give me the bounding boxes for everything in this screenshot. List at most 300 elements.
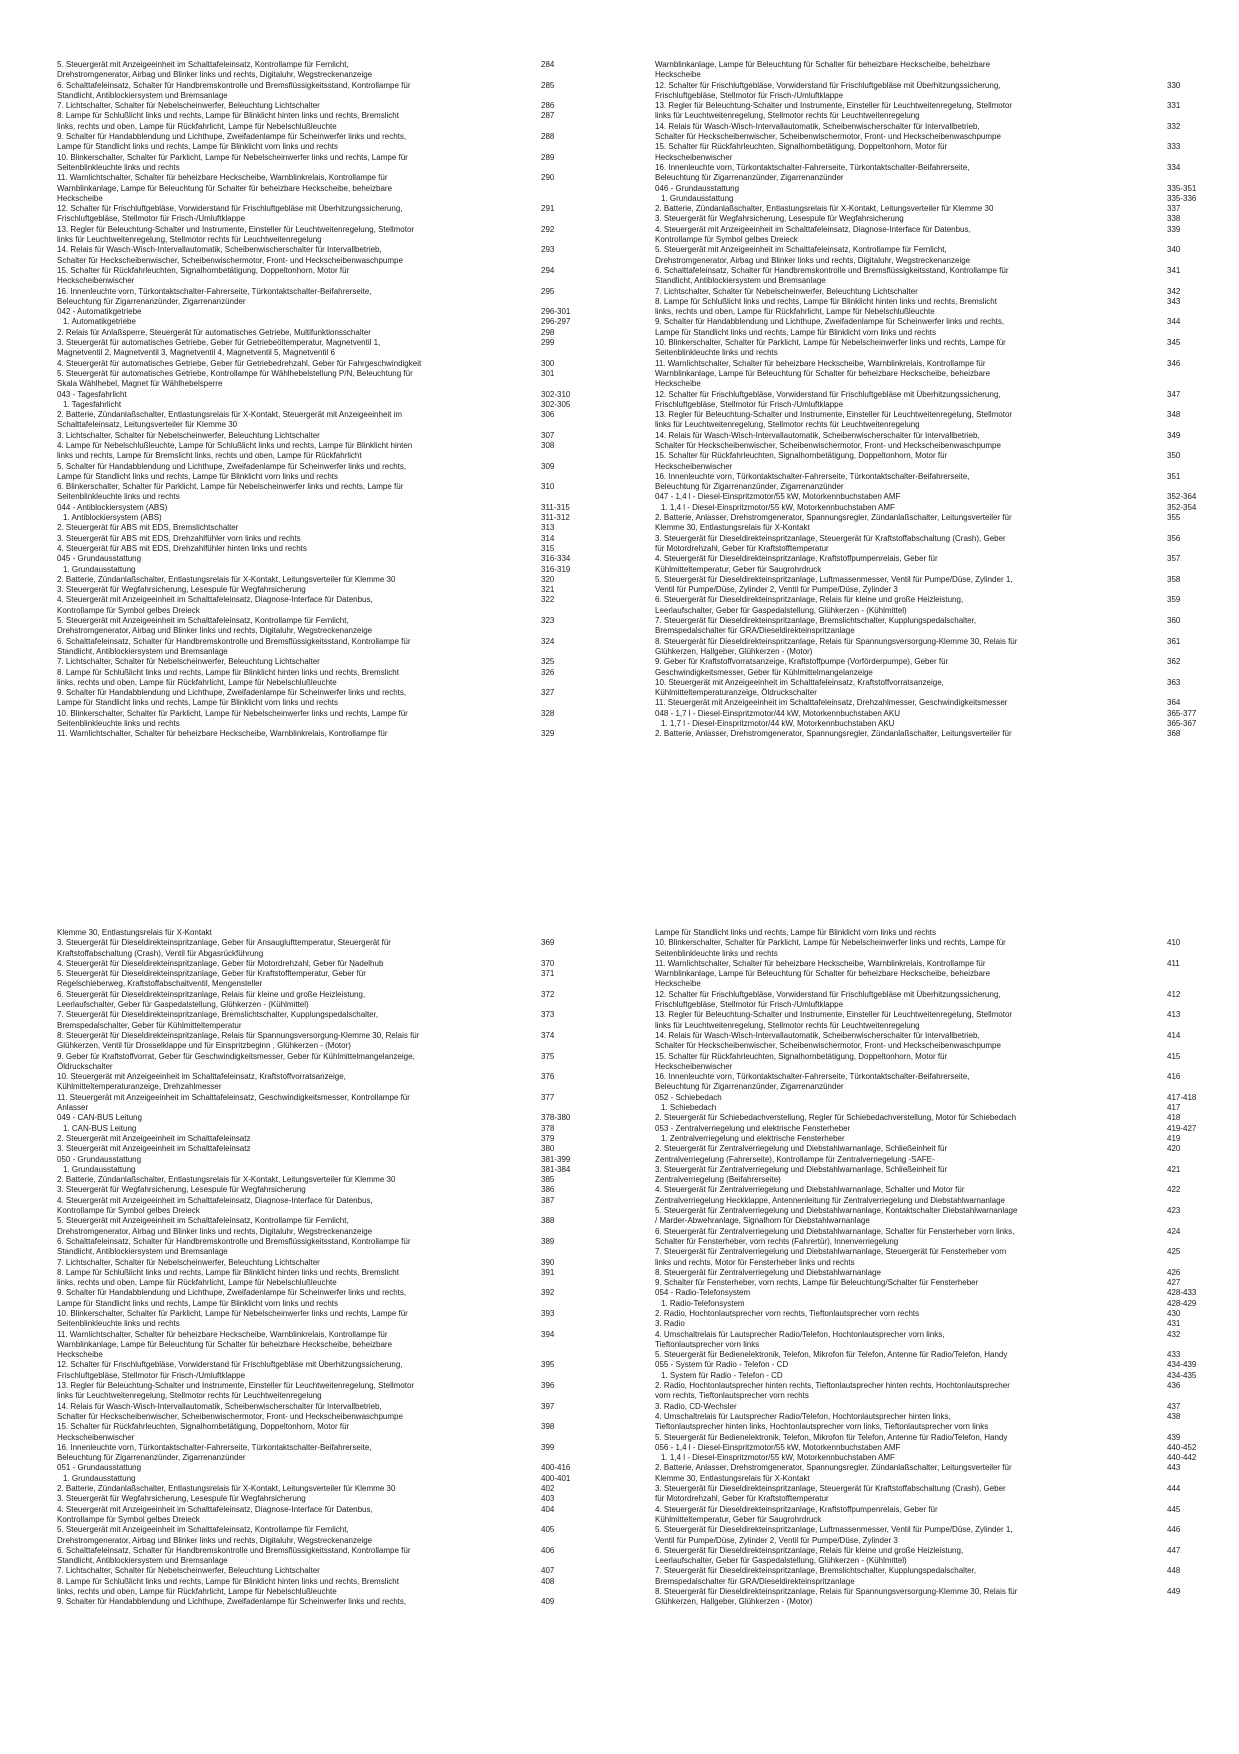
toc-page-number: 296-301 — [541, 307, 571, 317]
toc-entry-title: 6. Schalttafeleinsatz, Schalter für Handbremskontrolle und Bremsflüssigkeitsstand, Kontrollampe für Standlicht, Antiblockiersystem und Bremsanlage — [655, 265, 1009, 286]
toc-section-heading — [655, 492, 1205, 502]
toc-entry-title: 15. Schalter für Rückfahrleuchten, Signalhornbetätigung, Doppeltonhorn, Motor für Heckscheibenwischer — [57, 1422, 350, 1442]
toc-section-heading — [57, 1155, 607, 1165]
toc-entry-title: 053 - Zentralverriegelung und elektrische Fensterheber — [655, 1123, 851, 1133]
toc-entry-title: 9. Schalter für Fensterheber, vorn rechts, Lampe für Beleuchtung/Schalter für Fensterheber — [655, 1278, 979, 1288]
toc-entry — [655, 1484, 1205, 1505]
toc-page-number: 423 — [1167, 1206, 1181, 1216]
toc-entry-title: 4. Steuergerät für ABS mit EDS, Drehzahlfühler hinten links und rechts — [57, 543, 307, 553]
toc-entry-title: 2. Radio, Hochtonlautsprecher vorn rechts, Tieftonlautsprecher vorn rechts — [655, 1308, 920, 1318]
toc-entry-title: 7. Steuergerät für Zentralverriegelung und Diebstahlwarnanlage, Steuergerät für Fensterheber vorn links und rechts, Motor für Fensterheber links und rechts — [655, 1247, 1007, 1267]
toc-entry — [655, 1227, 1205, 1248]
toc-entry — [57, 101, 607, 111]
toc-entry — [655, 1206, 1205, 1227]
toc-page-number: 310 — [541, 482, 555, 492]
toc-entry — [57, 585, 607, 595]
toc-page-number: 348 — [1167, 410, 1181, 420]
toc-entry — [57, 173, 607, 204]
toc-entry — [57, 1185, 607, 1195]
toc-entry — [57, 410, 607, 431]
toc-page-number: 314 — [541, 533, 555, 543]
toc-page-number: 381-384 — [541, 1164, 571, 1174]
toc-page-number: 352-354 — [1167, 502, 1197, 512]
toc-page-number: 302-305 — [541, 399, 571, 409]
toc-entry-title: 16. Innenleuchte vorn, Türkontaktschalter-Fahrerseite, Türkontaktschalter-Beifahrerseite, Beleuchtung für Zigarrenanzünder, Zigarrenanzünder — [655, 1072, 970, 1092]
toc-page-number: 301 — [541, 368, 555, 378]
toc-entry — [655, 266, 1205, 287]
toc-page-number: 373 — [541, 1010, 555, 1020]
toc-entry-title: 15. Schalter für Rückfahrleuchten, Signalhornbetätigung, Doppeltonhorn, Motor für Heckscheibenwischer — [655, 451, 948, 471]
toc-page-number: 311-315 — [541, 502, 570, 512]
toc-entry-title: 2. Relais für Anlaßsperre, Steuergerät für automatisches Getriebe, Multifunktionsschalter — [57, 327, 371, 337]
toc-page-number: 320 — [541, 574, 555, 584]
toc-entry-title: 11. Warnlichtschalter, Schalter für beheizbare Heckscheibe, Warnblinkrelais, Kontrollampe für Warnblinkanlage, Lampe für Beleuchtung für Schalter für beheizbare Heckscheibe, beheizbare Heckscheibe — [57, 173, 393, 203]
toc-page-number: 443 — [1167, 1463, 1181, 1473]
toc-entry-title: 1. Zentralverriegelung und elektrische Fensterheber — [661, 1133, 845, 1143]
toc-page-number: 331 — [1167, 101, 1181, 111]
toc-page-number: 335-336 — [1167, 193, 1197, 203]
toc-entry-title: 13. Regler für Beleuchtung-Schalter und Instrumente, Einsteller für Leuchtweitenregelung, Stellmotor links für Leuchtweitenregelung, Stellmotor rechts für Leuchtweitenregelung — [57, 1381, 415, 1401]
toc-entry-title: 3. Steuergerät für Wegfahrsicherung, Lesespule für Wegfahrsicherung — [57, 1185, 306, 1195]
toc-page-number: 298 — [541, 327, 555, 337]
toc-entry — [655, 214, 1205, 224]
toc-entry-title: 15. Schalter für Rückfahrleuchten, Signalhornbetätigung, Doppeltonhorn, Motor für Heckscheibenwischer — [655, 1051, 948, 1071]
toc-entry-title: 4. Lampe für Nebelschlußleuchte, Lampe für Schlußlicht links und rechts, Lampe für Blinklicht hinten links und rechts, Lampe für Bremslicht links, rechts und oben, Lampe für Rückfahrlicht — [57, 440, 413, 461]
toc-entry — [655, 1566, 1205, 1587]
toc-entry — [57, 544, 607, 554]
toc-page-number: 425 — [1167, 1247, 1181, 1257]
toc-entry-title: 3. Steuergerät für Wegfahrsicherung, Lesespule für Wegfahrsicherung — [655, 214, 904, 224]
toc-entry — [57, 1124, 607, 1134]
toc-entry-title: 8. Lampe für Schlußlicht links und rechts, Lampe für Blinklicht hinten links und rechts, Bremslicht links, rechts und oben, Lampe für Rückfahrlicht, Lampe für Nebelschlußleuchte — [57, 667, 399, 687]
toc-entry-title: 049 - CAN-BUS Leitung — [57, 1113, 142, 1123]
toc-entry-title: 14. Relais für Wasch-Wisch-Intervallautomatik, Scheibenwischerschalter für Intervallbetrieb, Schalter für Heckscheibenwischer, Scheibenwischermotor, Front- und Heckscheibenwaschpumpe — [655, 430, 1001, 450]
toc-entry-title: 3. Lichtschalter, Schalter für Nebelscheinwerfer, Beleuchtung Lichtschalter — [57, 430, 320, 440]
toc-entry — [57, 959, 607, 969]
toc-page-number: 352-364 — [1167, 492, 1197, 502]
toc-page-number: 369 — [541, 938, 555, 948]
toc-entry-title: 5. Steuergerät für automatisches Getriebe, Kontrollampe für Wählhebelstellung P/N, Beleuchtung für Skala Wählhebel, Magnet für Wählhebelsperre — [57, 368, 413, 389]
toc-page-number: 311-312 — [541, 513, 570, 523]
toc-entry-title: 8. Steuergerät für Zentralverriegelung und Diebstahlwarnanlage — [655, 1267, 881, 1277]
toc-page-number: 339 — [1167, 224, 1181, 234]
toc-page-number: 411 — [1167, 958, 1180, 968]
toc-page-number: 284 — [541, 60, 555, 69]
toc-page-number: 326 — [541, 667, 555, 677]
toc-entry — [655, 1165, 1205, 1186]
toc-page-number: 309 — [541, 461, 555, 471]
toc-page-number: 342 — [1167, 286, 1181, 296]
toc-page-number: 346 — [1167, 358, 1181, 368]
toc-entry-title: 056 - 1,4 l - Diesel-Einspritzmotor/55 kW, Motorkennbuchstaben AMF — [655, 1442, 901, 1452]
toc-entry — [57, 1474, 607, 1484]
toc-page-number: 300 — [541, 358, 555, 368]
toc-section-heading — [57, 554, 607, 564]
toc-entry-title: 9. Schalter für Handabblendung und Lichthupe, Zweifadenlampe für Scheinwerfer links und rechts, — [57, 1597, 407, 1607]
toc-page-number: 377 — [541, 1092, 555, 1102]
toc-page-number: 390 — [541, 1257, 555, 1267]
toc-page-number: 419 — [1167, 1133, 1181, 1143]
toc-page-number: 448 — [1167, 1566, 1181, 1576]
toc-entry — [57, 266, 607, 287]
toc-entry — [655, 990, 1205, 1011]
toc-page-number: 328 — [541, 708, 555, 718]
toc-entry-title: 7. Steuergerät für Dieseldirekteinspritzanlage, Bremslichtschalter, Kupplungspedalschalter, Bremspedalschalter für GRA/Dieseldirekteinspritzanlage — [655, 1566, 977, 1586]
toc-entry — [655, 938, 1205, 959]
toc-entry — [57, 132, 607, 153]
toc-page-number: 362 — [1167, 657, 1181, 667]
toc-page-number: 299 — [541, 338, 555, 348]
toc-page-number: 361 — [1167, 636, 1181, 646]
toc-entry-title: 9. Schalter für Handabblendung und Lichthupe, Zweifadenlampe für Scheinwerfer links und rechts, Lampe für Standlicht links und rechts, Lampe für Blinklicht vorn links und rechts — [57, 688, 407, 708]
toc-entry — [655, 317, 1205, 338]
toc-page-number: 412 — [1167, 989, 1181, 999]
toc-entry — [655, 359, 1205, 390]
toc-entry-title: 5. Steuergerät mit Anzeigeeinheit im Schalttafeleinsatz, Kontrollampe für Fernlicht, Drehstromgenerator, Airbag und Blinker links und rechts, Digitaluhr, Wegstreckenanzeige — [57, 1525, 373, 1545]
toc-entry — [57, 928, 607, 938]
toc-entry — [655, 729, 1205, 739]
toc-entry-title: 16. Innenleuchte vorn, Türkontaktschalter-Fahrerseite, Türkontaktschalter-Beifahrerseite, Beleuchtung für Zigarrenanzünder, Zigarrenanzünder — [57, 1442, 372, 1463]
toc-entry-title: 1. 1,4 l - Diesel-Einspritzmotor/55 kW, Motorkennbuchstaben AMF — [661, 1453, 895, 1463]
toc-entry-title: Klemme 30, Entlastungsrelais für X-Kontakt — [57, 928, 212, 937]
toc-page-number: 307 — [541, 430, 555, 440]
toc-entry-title: 4. Steuergerät mit Anzeigeeinheit im Schalttafeleinsatz, Diagnose-Interface für Datenbus, Kontrollampe für Symbol gelbes Dreieck — [57, 595, 373, 615]
toc-entry-title: 11. Warnlichtschalter, Schalter für beheizbare Heckscheibe, Warnblinkrelais, Kontrollampe für Warnblinkanlage, Lampe für Beleuchtung für Schalter für beheizbare Heckscheibe, beheizbare Heckscheibe — [655, 358, 991, 389]
toc-entry-title: 2. Radio, Hochtonlautsprecher hinten rechts, Tieftonlautsprecher hinten rechts, Hochtonlautsprecher vorn rechts, Tieftonlautsprecher vorn rechts — [655, 1381, 1010, 1401]
toc-entry — [57, 81, 607, 102]
toc-entry — [655, 637, 1205, 658]
toc-section-heading — [57, 1113, 607, 1123]
toc-entry — [655, 81, 1205, 102]
toc-entry-title: 10. Blinkerschalter, Schalter für Parklicht, Lampe für Nebelscheinwerfer links und rechts, Lampe für Seitenblinkleuchte links und rechts — [57, 708, 408, 728]
toc-page-number: 386 — [541, 1185, 555, 1195]
toc-page-number: 397 — [541, 1401, 555, 1411]
toc-entry-title: 7. Lichtschalter, Schalter für Nebelscheinwerfer, Beleuchtung Lichtschalter — [655, 286, 918, 296]
toc-entry-title: 5. Steuergerät für Dieseldirekteinspritzanlage, Luftmassenmesser, Ventil für Pumpe/Düse, Zylinder 1, Ventil für Pumpe/Düse, Zylinder 2, Ventil für Pumpe/Düse, Zylinder 3 — [655, 1525, 1013, 1545]
toc-page-number: 316-334 — [541, 554, 571, 564]
toc-entry — [57, 462, 607, 483]
toc-entry-title: 1. Schiebedach — [661, 1103, 717, 1113]
toc-entry-title: 4. Steuergerät für Dieseldirekteinspritzanlage, Geber für Motordrehzahl, Geber für Nadelhub — [57, 958, 384, 968]
toc-page-number: 418 — [1167, 1113, 1181, 1123]
toc-page-number: 426 — [1167, 1267, 1181, 1277]
toc-entry-title: 1. 1,4 l - Diesel-Einspritzmotor/55 kW, Motorkennbuchstaben AMF — [661, 502, 895, 512]
toc-entry — [57, 1052, 607, 1073]
toc-column-right — [655, 928, 1205, 1718]
toc-entry — [57, 1237, 607, 1258]
toc-page-number: 323 — [541, 616, 555, 626]
toc-entry — [57, 225, 607, 246]
toc-entry — [655, 513, 1205, 534]
toc-entry-title: 1. Grundausstattung — [63, 1473, 136, 1483]
toc-page-number: 381-399 — [541, 1154, 571, 1164]
toc-page-number: 288 — [541, 132, 555, 142]
toc-entry-title: 11. Warnlichtschalter, Schalter für beheizbare Heckscheibe, Warnblinkrelais, Kontrollampe für Warnblinkanlage, Lampe für Beleuchtung für Schalter für beheizbare Heckscheibe, beheizbare Heckscheibe — [655, 958, 991, 989]
toc-entry — [57, 287, 607, 308]
toc-page-number: 296-297 — [541, 317, 571, 327]
toc-page-number: 302-310 — [541, 389, 571, 399]
toc-entry-title: 10. Steuergerät mit Anzeigeeinheit im Schalttafeleinsatz, Kraftstoffvorratsanzeige, Kühlmitteltemperaturanzeige, Drehzahlmesser — [57, 1072, 346, 1092]
toc-page-number: 380 — [541, 1144, 555, 1154]
toc-entry-title: 042 - Automatikgetriebe — [57, 307, 142, 317]
toc-entry — [655, 390, 1205, 411]
toc-page-number: 363 — [1167, 677, 1181, 687]
toc-entry-title: 3. Radio — [655, 1319, 685, 1329]
toc-entry-title: 5. Steuergerät mit Anzeigeeinheit im Schalttafeleinsatz, Kontrollampe für Fernlicht, Drehstromgenerator, Airbag und Blinker links und rechts, Digitaluhr, Wegstreckenanzeige — [655, 245, 971, 265]
toc-entry-title: 11. Steuergerät mit Anzeigeeinheit im Schalttafeleinsatz, Drehzahlmesser, Geschwindigkeitsmesser — [655, 698, 1008, 708]
toc-page-number: 365-377 — [1167, 708, 1197, 718]
toc-page-number: 424 — [1167, 1226, 1181, 1236]
toc-entry — [655, 297, 1205, 318]
toc-entry — [655, 431, 1205, 452]
toc-page-number: 398 — [541, 1422, 555, 1432]
toc-page-number: 316-319 — [541, 564, 571, 574]
toc-entry-title: 9. Schalter für Handabblendung und Lichthupe, Zweifadenlampe für Scheinwerfer links und rechts, Lampe für Standlicht links und rechts, Lampe für Blinklicht vorn links und rechts — [57, 132, 407, 152]
toc-entry-title: 2. Steuergerät für Zentralverriegelung und Diebstahlwarnanlage, Schließeinheit für Zentralverriegelung (Fahrerseite), Kontrollampe für Zentralverriegelung -SAFE- — [655, 1144, 948, 1164]
toc-entry — [655, 657, 1205, 678]
toc-entry-title: 2. Steuergerät mit Anzeigeeinheit im Schalttafeleinsatz — [57, 1133, 251, 1143]
toc-entry-title: 3. Steuergerät für Dieseldirekteinspritzanlage, Steuergerät für Kraftstoffabschaltung (Crash), Geber für Motordrehzahl, Geber für Kraftstofftemperatur — [655, 533, 1006, 553]
toc-entry — [57, 534, 607, 544]
toc-page-number: 430 — [1167, 1308, 1181, 1318]
toc-page-number: 341 — [1167, 265, 1181, 275]
toc-page-number: 421 — [1167, 1164, 1181, 1174]
toc-section-heading — [655, 1360, 1205, 1370]
toc-entry-title: 048 - 1,7 l - Diesel-Einspritzmotor/44 kW, Motorkennbuchstaben AKU — [655, 708, 900, 718]
toc-page-number: 449 — [1167, 1587, 1181, 1596]
toc-page-number: 295 — [541, 286, 555, 296]
toc-entry — [57, 1566, 607, 1576]
toc-entry-title: 2. Steuergerät für Schiebedachverstellung, Regler für Schiebedachverstellung, Motor für Schiebedach — [655, 1113, 1017, 1123]
toc-page-number: 290 — [541, 173, 555, 183]
toc-section-heading — [655, 709, 1205, 719]
toc-section-heading — [57, 503, 607, 513]
toc-entry — [57, 111, 607, 132]
toc-entry-title: 12. Schalter für Frischluftgebläse, Vorwiderstand für Frischluftgebläse mit Überhitzungssicherung, Frischluftgebläse, Stellmotor für Frisch-/Umluftklappe — [655, 389, 1001, 409]
toc-entry-title: 043 - Tagesfahrlicht — [57, 389, 127, 399]
toc-entry-title: 1. Automatikgetriebe — [63, 317, 136, 327]
toc-page-number: 414 — [1167, 1030, 1181, 1040]
toc-entry — [57, 317, 607, 327]
toc-entry-title: 7. Lichtschalter, Schalter für Nebelscheinwerfer, Beleuchtung Lichtschalter — [57, 1566, 320, 1576]
toc-page-number: 440-442 — [1167, 1453, 1197, 1463]
toc-page-number: 415 — [1167, 1051, 1181, 1061]
toc-page-number: 400-401 — [541, 1473, 571, 1483]
toc-entry-title: 8. Lampe für Schlußlicht links und rechts, Lampe für Blinklicht hinten links und rechts, Bremslicht links, rechts und oben, Lampe für Rückfahrlicht, Lampe für Nebelschlußleuchte — [57, 111, 399, 131]
toc-entry — [655, 959, 1205, 990]
toc-entry-title: 8. Lampe für Schlußlicht links und rechts, Lampe für Blinklicht hinten links und rechts, Bremslicht links, rechts und oben, Lampe für Rückfahrlicht, Lampe für Nebelschlußleuchte — [57, 1267, 399, 1288]
toc-entry — [655, 1309, 1205, 1319]
toc-entry-title: 2. Batterie, Zündanlaßschalter, Entlastungsrelais für X-Kontakt, Leitungsverteiler für Klemme 30 — [57, 1484, 396, 1494]
toc-entry-title: 1. Radio-Telefonsystem — [661, 1298, 745, 1308]
toc-entry-title: 1. Grundausstattung — [661, 193, 734, 203]
toc-entry — [57, 668, 607, 689]
toc-page-number: 433 — [1167, 1350, 1181, 1360]
toc-entry — [655, 1433, 1205, 1443]
toc-page-number: 286 — [541, 101, 555, 111]
toc-page-number: 422 — [1167, 1185, 1181, 1195]
toc-entry-title: 11. Warnlichtschalter, Schalter für beheizbare Heckscheibe, Warnblinkrelais, Kontrollampe für Warnblinkanlage, Lampe für Beleuchtung für Schalter für beheizbare Heckscheibe, beheizbare Heckscheibe — [57, 1329, 393, 1360]
toc-entry — [57, 1360, 607, 1381]
toc-entry — [655, 1144, 1205, 1165]
toc-page-number: 375 — [541, 1051, 555, 1061]
toc-entry — [57, 565, 607, 575]
toc-page-number: 402 — [541, 1484, 555, 1494]
toc-entry — [57, 616, 607, 637]
toc-page-number: 355 — [1167, 513, 1181, 523]
toc-page-number: 392 — [541, 1288, 555, 1298]
toc-entry — [57, 431, 607, 441]
toc-page-number: 356 — [1167, 533, 1181, 543]
toc-page-number: 445 — [1167, 1504, 1181, 1514]
toc-page-number: 313 — [541, 523, 555, 533]
toc-entry-title: 8. Steuergerät für Dieseldirekteinspritzanlage, Relais für Spannungsversorgung-Klemme 30, Relais für Glühkerzen, Hallgeber, Glühkerzen - (Motor) — [655, 1587, 1018, 1607]
toc-entry — [655, 1330, 1205, 1351]
toc-entry — [57, 1577, 607, 1598]
toc-page-number: 358 — [1167, 574, 1181, 584]
toc-entry — [57, 369, 607, 390]
toc-entry — [57, 1330, 607, 1361]
toc-entry — [57, 1196, 607, 1217]
toc-page-number: 410 — [1167, 938, 1181, 948]
toc-page-number: 436 — [1167, 1381, 1181, 1391]
toc-section-heading — [57, 390, 607, 400]
toc-entry — [655, 142, 1205, 163]
toc-page-number: 438 — [1167, 1411, 1181, 1421]
toc-entry — [655, 1113, 1205, 1123]
toc-page-number: 327 — [541, 688, 555, 698]
toc-page-number: 372 — [541, 989, 555, 999]
toc-entry — [655, 595, 1205, 616]
toc-page-number: 391 — [541, 1267, 555, 1277]
toc-entry — [57, 1268, 607, 1289]
toc-entry-title: 3. Steuergerät für Zentralverriegelung und Diebstahlwarnanlage, Schließeinheit für Zentralverriegelung (Beifahrerseite) — [655, 1164, 948, 1185]
toc-entry-title: 3. Steuergerät für Wegfahrsicherung, Lesespule für Wegfahrsicherung — [57, 585, 306, 595]
toc-entry-title: 13. Regler für Beleuchtung-Schalter und Instrumente, Einsteller für Leuchtweitenregelung, Stellmotor links für Leuchtweitenregelung, Stellmotor rechts für Leuchtweitenregelung — [655, 101, 1013, 121]
toc-entry — [655, 1031, 1205, 1052]
toc-entry — [655, 1103, 1205, 1113]
toc-entry — [655, 1402, 1205, 1412]
toc-page-number: 350 — [1167, 451, 1181, 461]
toc-entry — [57, 709, 607, 730]
toc-page-number: 417 — [1167, 1103, 1181, 1113]
toc-page-number: 437 — [1167, 1401, 1181, 1411]
toc-page-number: 431 — [1167, 1319, 1181, 1329]
toc-entry — [655, 719, 1205, 729]
toc-entry-title: 047 - 1,4 l - Diesel-Einspritzmotor/55 kW, Motorkennbuchstaben AMF — [655, 492, 901, 502]
toc-entry-title: 8. Lampe für Schlußlicht links und rechts, Lampe für Blinklicht hinten links und rechts, Bremslicht links, rechts und oben, Lampe für Rückfahrlicht, Lampe für Nebelschlußleuchte — [655, 296, 997, 317]
toc-entry — [57, 338, 607, 359]
toc-page-number: 419-427 — [1167, 1123, 1197, 1133]
toc-entry — [655, 338, 1205, 359]
toc-entry-title: 10. Blinkerschalter, Schalter für Parklicht, Lampe für Nebelscheinwerfer links und rechts, Lampe für Seitenblinkleuchte links und rechts — [655, 938, 1006, 958]
toc-page-number: 368 — [1167, 729, 1181, 739]
toc-entry — [655, 503, 1205, 513]
toc-entry — [57, 1072, 607, 1093]
toc-entry-title: 2. Batterie, Zündanlaßschalter, Entlastungsrelais für X-Kontakt, Steuergerät mit Anzeigeeinheit im Schalttafeleinsatz, Leitungsverteiler für Klemme 30 — [57, 410, 403, 430]
toc-page-number: 338 — [1167, 214, 1181, 224]
toc-entry — [655, 1381, 1205, 1402]
toc-page-number: 379 — [541, 1133, 555, 1143]
toc-entry-title: 4. Umschaltrelais für Lautsprecher Radio/Telefon, Hochtonlautsprecher hinten links, Tieftonlautsprecher hinten links, Hochtonlautsprecher vorn links, Tieftonlautsprecher vorn links — [655, 1411, 989, 1432]
toc-section-heading — [57, 1463, 607, 1473]
toc-entry — [57, 1144, 607, 1154]
toc-entry-title: 16. Innenleuchte vorn, Türkontaktschalter-Fahrerseite, Türkontaktschalter-Beifahrerseite, Beleuchtung für Zigarrenanzünder, Zigarrenanzünder — [57, 286, 372, 306]
toc-page-number: 427 — [1167, 1278, 1181, 1288]
toc-entry-title: 7. Lichtschalter, Schalter für Nebelscheinwerfer, Beleuchtung Lichtschalter — [57, 1257, 320, 1267]
toc-entry-title: 1. CAN-BUS Leitung — [63, 1123, 137, 1133]
toc-entry — [57, 482, 607, 503]
toc-entry-title: 045 - Grundausstattung — [57, 554, 142, 564]
toc-entry — [57, 1484, 607, 1494]
toc-entry-title: 044 - Antiblockiersystem (ABS) — [57, 502, 168, 512]
toc-page-number: 306 — [541, 410, 555, 420]
toc-page-number: 385 — [541, 1175, 555, 1185]
toc-entry — [57, 60, 607, 81]
toc-entry — [655, 101, 1205, 122]
toc-page-number: 428-429 — [1167, 1298, 1197, 1308]
toc-entry-title: 14. Relais für Wasch-Wisch-Intervallautomatik, Scheibenwischerschalter für Intervallbetrieb, Schalter für Heckscheibenwischer, Scheibenwischermotor, Front- und Heckscheibenwaschpumpe — [57, 1401, 403, 1421]
toc-page-number: 432 — [1167, 1329, 1181, 1339]
toc-entry — [655, 534, 1205, 555]
toc-entry-title: 5. Steuergerät für Bedienelektronik, Telefon, Mikrofon für Telefon, Antenne für Radio/Telefon, Handy — [655, 1432, 1008, 1442]
toc-page-number: 406 — [541, 1545, 555, 1555]
toc-entry-title: 2. Batterie, Zündanlaßschalter, Entlastungsrelais für X-Kontakt, Leitungsverteiler für Klemme 30 — [57, 1175, 396, 1185]
toc-page-number: 400-416 — [541, 1463, 571, 1473]
toc-entry-title: 4. Steuergerät für Zentralverriegelung und Diebstahlwarnanlage, Schalter und Motor für Zentralverriegelung Heckklappe, Antennenleitung für Zentralverriegelung und Diebstahlwarnanlage — [655, 1185, 1005, 1205]
toc-page-number: 291 — [541, 204, 555, 214]
toc-entry-title: 12. Schalter für Frischluftgebläse, Vorwiderstand für Frischluftgebläse mit Überhitzungssicherung, Frischluftgebläse, Stellmotor für Frisch-/Umluftklappe — [57, 204, 403, 224]
toc-entry — [655, 1247, 1205, 1268]
toc-section-heading — [655, 1093, 1205, 1103]
toc-entry — [57, 359, 607, 369]
toc-entry-title: 14. Relais für Wasch-Wisch-Intervallautomatik, Scheibenwischerschalter für Intervallbetrieb, Schalter für Heckscheibenwischer, Scheibenwischermotor, Front- und Heckscheibenwaschpumpe — [57, 245, 403, 265]
toc-page-number: 420 — [1167, 1144, 1181, 1154]
toc-page-number: 315 — [541, 543, 555, 553]
toc-entry-title: 6. Steuergerät für Dieseldirekteinspritzanlage, Relais für kleine und große Heizleistung, Leerlaufschalter, Geber für Gaspedalstellung, Glühkerzen - (Kühlmittel) — [655, 1545, 964, 1566]
toc-entry — [57, 513, 607, 523]
toc-page-number: 405 — [541, 1525, 555, 1535]
toc-entry-title: 4. Steuergerät für Dieseldirekteinspritzanlage, Kraftstoffpumpenrelais, Geber für Kühlmitteltemperatur, Geber für Saugrohrdruck — [655, 554, 938, 574]
toc-entry — [57, 637, 607, 658]
toc-entry — [57, 729, 607, 739]
toc-entry-title: 5. Schalter für Handabblendung und Lichthupe, Zweifadenlampe für Scheinwerfer links und rechts, Lampe für Standlicht links und rechts, Lampe für Blinklicht vorn links und rechts — [57, 461, 407, 481]
toc-entry — [57, 1443, 607, 1464]
toc-entry-title: 3. Radio, CD-Wechsler — [655, 1401, 737, 1411]
toc-page-number: 370 — [541, 958, 555, 968]
toc-page-number: 330 — [1167, 80, 1181, 90]
toc-entry-title: 5. Steuergerät mit Anzeigeeinheit im Schalttafeleinsatz, Kontrollampe für Fernlicht, Drehstromgenerator, Airbag und Blinker links und rechts, Digitaluhr, Wegstreckenanzeige — [57, 616, 373, 636]
toc-entry — [655, 122, 1205, 143]
toc-entry — [57, 1175, 607, 1185]
toc-entry — [57, 1597, 607, 1607]
toc-page-number: 293 — [541, 245, 555, 255]
toc-entry-title: 10. Blinkerschalter, Schalter für Parklicht, Lampe für Nebelscheinwerfer links und rechts, Lampe für Seitenblinkleuchte links und rechts — [57, 152, 408, 172]
toc-entry — [57, 328, 607, 338]
toc-entry-title: 3. Steuergerät für Dieseldirekteinspritzanlage, Geber für Ansauglufttemperatur, Steuergerät für Kraftstoffabschaltung (Crash), Ventil für Abgasrückführung — [57, 938, 391, 958]
toc-page-number: 416 — [1167, 1072, 1181, 1082]
toc-page-number: 428-433 — [1167, 1288, 1197, 1298]
toc-entry — [57, 1381, 607, 1402]
toc-entry — [57, 1288, 607, 1309]
toc-entry — [655, 1278, 1205, 1288]
toc-page-number: 351 — [1167, 471, 1181, 481]
toc-entry-title: 7. Lichtschalter, Schalter für Nebelscheinwerfer, Beleuchtung Lichtschalter — [57, 101, 320, 111]
toc-entry-title: 3. Steuergerät für Dieseldirekteinspritzanlage, Steuergerät für Kraftstoffabschaltung (Crash), Geber für Motordrehzahl, Geber für Kraftstofftemperatur — [655, 1484, 1006, 1504]
toc-entry — [655, 1587, 1205, 1608]
toc-page-number: 321 — [541, 585, 555, 595]
toc-entry — [57, 1216, 607, 1237]
